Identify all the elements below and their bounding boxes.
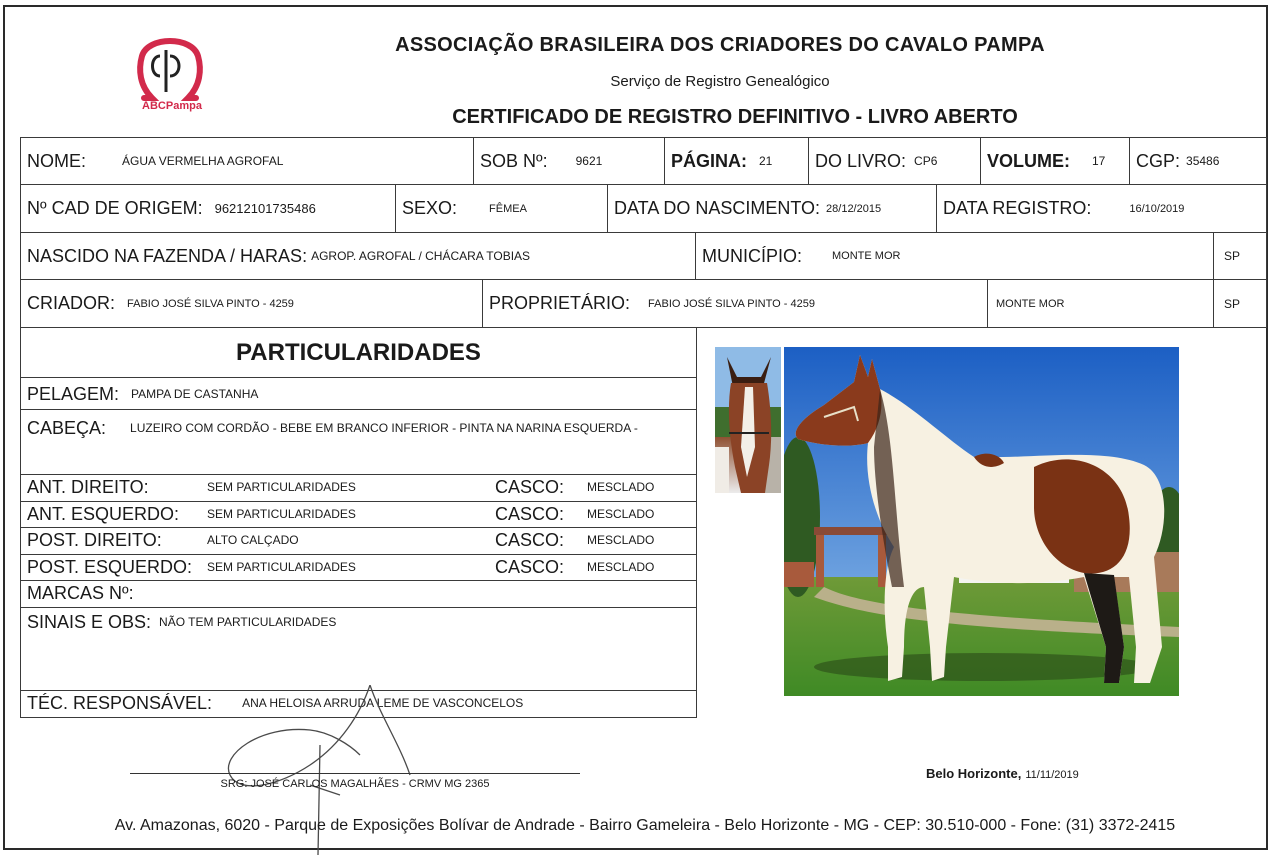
sexo-value: FÊMEA — [489, 202, 527, 215]
casco-value: MESCLADO — [587, 533, 655, 547]
cgp-value: 35486 — [1186, 154, 1220, 168]
casco-value: MESCLADO — [587, 480, 655, 494]
membro-value: SEM PARTICULARIDADES — [207, 507, 356, 521]
fazenda-label: NASCIDO NA FAZENDA / HARAS: — [27, 245, 308, 266]
volume-cell — [980, 137, 1130, 185]
proprietario-label: PROPRIETÁRIO: — [489, 293, 631, 313]
livro-value: CP6 — [914, 154, 938, 168]
cad-origem-cell — [20, 184, 396, 233]
casco-label: CASCO: — [495, 477, 565, 497]
cgp-label: CGP: — [1136, 150, 1181, 171]
association-name: ASSOCIAÇÃO BRASILEIRA DOS CRIADORES DO CAVALO PAMPA — [395, 34, 1045, 56]
cabeca-label: CABEÇA: — [27, 418, 107, 438]
criador-label: CRIADOR: — [27, 293, 116, 313]
sob-cell — [473, 137, 665, 185]
data-registro-value: 16/10/2019 — [1129, 202, 1185, 215]
signatory-name: SRG: JOSÉ CARLOS MAGALHÃES - CRMV MG 2365 — [220, 778, 490, 790]
volume-value: 17 — [1092, 154, 1106, 168]
cgp-cell — [1129, 137, 1267, 185]
criador-cell — [20, 279, 483, 328]
certificate-title: CERTIFICADO DE REGISTRO DEFINITIVO - LIVRO ABERTO — [452, 106, 1018, 128]
municipio-cell — [695, 232, 1214, 280]
horse-head-icon — [715, 347, 781, 493]
sob-label: SOB Nº: — [480, 150, 548, 171]
pelagem-label: PELAGEM: — [27, 384, 120, 404]
cabeca-row — [21, 410, 696, 475]
casco-value: MESCLADO — [587, 507, 655, 521]
sexo-cell — [395, 184, 608, 233]
membro-value: ALTO CALÇADO — [207, 533, 299, 547]
horse-side-photo — [784, 347, 1179, 696]
casco-label: CASCO: — [495, 504, 565, 524]
particularidades-title: PARTICULARIDADES — [236, 338, 481, 366]
horse-head-photo — [715, 347, 781, 493]
sob-value: 9621 — [575, 154, 603, 168]
municipio-label: MUNICÍPIO: — [702, 245, 803, 266]
issue-city: Belo Horizonte, — [926, 766, 1022, 781]
livro-label: DO LIVRO: — [815, 150, 907, 171]
signature-line — [130, 773, 580, 774]
membro-label: ANT. DIREITO: — [27, 477, 149, 497]
proprietario-value: FABIO JOSÉ SILVA PINTO - 4259 — [648, 297, 815, 310]
data-nascimento-label: DATA DO NASCIMENTO: — [614, 198, 821, 218]
proprietario-municipio: MONTE MOR — [996, 297, 1065, 310]
data-registro-label: DATA REGISTRO: — [943, 198, 1092, 218]
nome-label: NOME: — [27, 150, 87, 171]
marcas-row — [21, 581, 696, 608]
fazenda-value: AGROP. AGROFAL / CHÁCARA TOBIAS — [311, 249, 531, 263]
issue-date: 11/11/2019 — [1025, 769, 1079, 781]
particularidades-title-row — [21, 328, 696, 378]
data-registro-cell — [936, 184, 1267, 233]
casco-label: CASCO: — [495, 557, 565, 577]
membro-value: SEM PARTICULARIDADES — [207, 480, 356, 494]
proprietario-uf: SP — [1224, 296, 1241, 311]
pagina-cell — [664, 137, 809, 185]
casco-label: CASCO: — [495, 530, 565, 550]
membro-row — [21, 475, 696, 502]
criador-value: FABIO JOSÉ SILVA PINTO - 4259 — [127, 297, 294, 310]
tecnico-value: ANA HELOISA ARRUDA LEME DE VASCONCELOS — [242, 696, 524, 710]
volume-label: VOLUME: — [987, 150, 1070, 171]
cad-origem-value: 96212101735486 — [214, 201, 316, 216]
pagina-value: 21 — [759, 154, 773, 168]
particularidades-section — [20, 327, 697, 718]
fazenda-cell — [20, 232, 696, 280]
membro-row — [21, 502, 696, 528]
proprietario-cell — [482, 279, 988, 328]
municipio-uf: SP — [1224, 249, 1241, 263]
municipio-uf-cell — [1213, 232, 1267, 280]
membro-label: POST. ESQUERDO: — [27, 557, 193, 577]
logo-text: ABCPampa — [142, 100, 202, 112]
membro-row — [21, 555, 696, 581]
membro-label: ANT. ESQUERDO: — [27, 504, 180, 524]
sinais-label: SINAIS E OBS: — [27, 612, 152, 632]
membro-value: SEM PARTICULARIDADES — [207, 560, 356, 574]
data-nascimento-cell — [607, 184, 937, 233]
footer-address: Av. Amazonas, 6020 - Parque de Exposições Bolívar de Andrade - Bairro Gameleira - Belo Horizonte - MG - CEP: 30.510-000 - Fone: (31) 3372-2415 — [114, 817, 1176, 834]
nome-value: ÁGUA VERMELHA AGROFAL — [122, 154, 284, 168]
sinais-value: NÃO TEM PARTICULARIDADES — [159, 615, 337, 629]
nome-cell — [20, 137, 474, 185]
marcas-label: MARCAS Nº: — [27, 583, 134, 603]
membro-row — [21, 528, 696, 555]
sinais-row — [21, 608, 696, 691]
service-name: Serviço de Registro Genealógico — [610, 73, 830, 90]
pelagem-row — [21, 378, 696, 410]
pelagem-value: PAMPA DE CASTANHA — [131, 387, 259, 401]
issue-place-date — [926, 766, 1079, 781]
pagina-label: PÁGINA: — [671, 150, 747, 171]
tecnico-label: TÉC. RESPONSÁVEL: — [27, 693, 213, 713]
sexo-label: SEXO: — [402, 198, 458, 218]
data-nascimento-value: 28/12/2015 — [826, 202, 882, 215]
livro-cell — [808, 137, 981, 185]
proprietario-municipio-cell — [987, 279, 1214, 328]
cabeca-value: LUZEIRO COM CORDÃO - BEBE EM BRANCO INFERIOR - PINTA NA NARINA ESQUERDA - — [130, 421, 638, 435]
horse-side-icon — [784, 347, 1179, 696]
municipio-value: MONTE MOR — [832, 250, 901, 262]
proprietario-uf-cell — [1213, 279, 1267, 328]
casco-value: MESCLADO — [587, 560, 655, 574]
cad-origem-label: Nº CAD DE ORIGEM: — [27, 198, 203, 218]
membro-label: POST. DIREITO: — [27, 530, 162, 550]
